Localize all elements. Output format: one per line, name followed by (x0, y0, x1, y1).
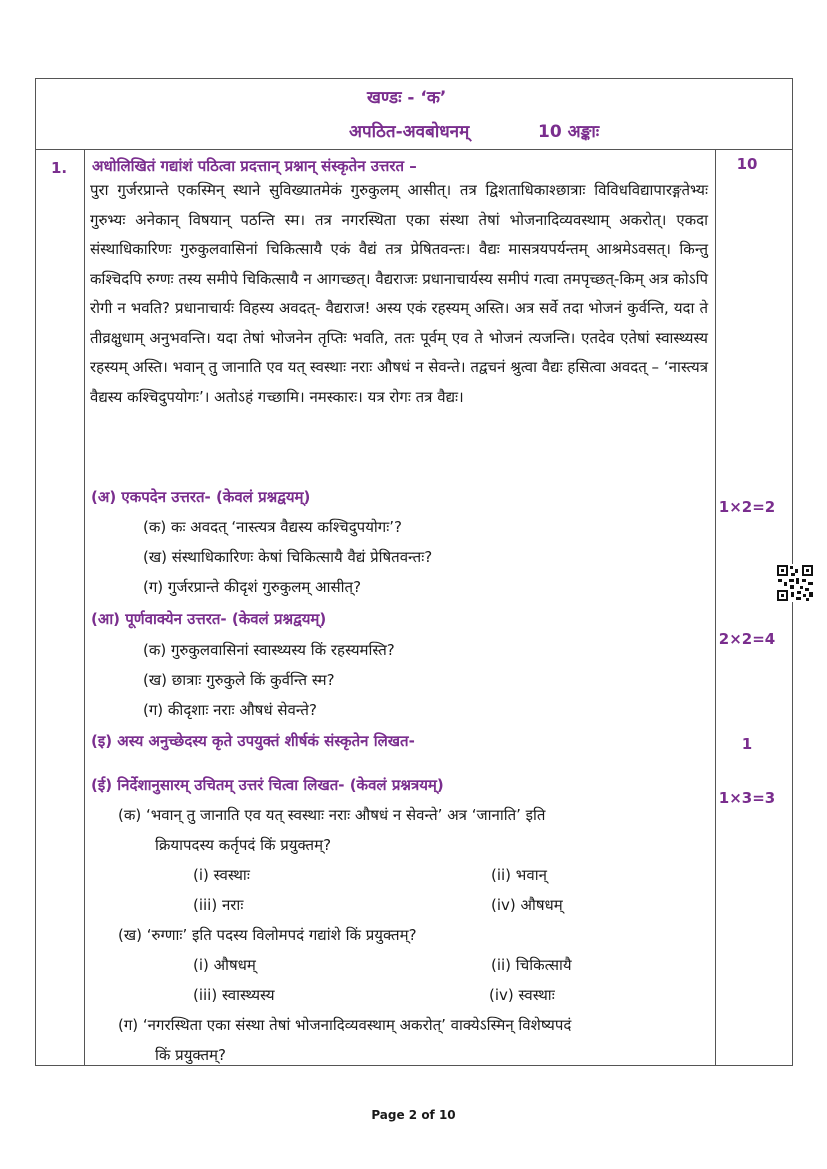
qr-code-icon (776, 564, 814, 602)
marks-column-divider (715, 149, 716, 1065)
part-aa-item: (ख) छात्राः गुरुकुले किं कुर्वन्ति स्म? (143, 671, 335, 689)
section-title: खण्डः - ‘क’ (367, 88, 447, 108)
option: (iii) नराः (193, 896, 244, 914)
part-a-item: (ग) गुर्जरप्रान्ते कीदृशं गुरुकुलम् आसीत्? (143, 578, 362, 596)
question-total-marks: 10 (736, 155, 758, 173)
part-ii-q1-line2: क्रियापदस्य कर्तृपदं किं प्रयुक्तम्? (155, 836, 332, 854)
number-column-divider (84, 149, 85, 1065)
option: (iv) स्वस्थाः (489, 986, 555, 1004)
part-a-marks: 1×2=2 (718, 498, 776, 516)
part-i-heading: (इ) अस्य अनुच्छेदस्य कृते उपयुक्तं शीर्षकं संस्कृतेन लिखत- (91, 732, 415, 750)
part-aa-item: (ग) कीदृशाः नराः औषधं सेवन्ते? (143, 701, 317, 719)
part-aa-item: (क) गुरुकुलवासिनां स्वास्थ्यस्य किं रहस्यमस्ति? (143, 641, 395, 659)
option: (i) औषधम् (193, 956, 256, 974)
option: (iii) स्वास्थ्यस्य (193, 986, 275, 1004)
part-ii-heading: (ई) निर्देशानुसारम् उचितम् उत्तरं चित्वा लिखत- (केवलं प्रश्नत्रयम्) (91, 776, 444, 794)
part-ii-q1-line1: (क) ‘भवान् तु जानाति एव यत् स्वस्थाः नराः औषधं न सेवन्ते’ अत्र ‘जानाति’ इति (118, 806, 546, 824)
question-instruction: अधोलिखितं गद्यांशं पठित्वा प्रदत्तान् प्रश्नान् संस्कृतेन उत्तरत – (92, 157, 417, 175)
option: (ii) भवान् (491, 866, 547, 884)
part-aa-heading: (आ) पूर्णवाक्येन उत्तरत- (केवलं प्रश्नद्वयम्) (91, 610, 327, 628)
table-divider (36, 149, 792, 150)
passage-text: पुरा गुर्जरप्रान्ते एकस्मिन् स्थाने सुविख्यातमेकं गुरुकुलम् आसीत्। तत्र द्विशताधिकाश्छात्राः विविधविद्यापारङ्गतेभ्यः गुरुभ्यः अनेकान् विषयान् पठन्ति स्म। तत्र नगरस्थिता एका संस्था तेषां भोजनादिव्यवस्थाम् अकरोत्। एकदा संस्थाधिकारिणः गुरुकुलवासिनां चिकित्सायै एकं वैद्यं तत्र प्रेषितवन्तः। वैद्यः मासत्रयपर्यन्तम् आश्रमेऽवसत्। किन्तु कश्चिदपि रुग्णः तस्य समीपे चिकित्सायै न आगच्छत्। वैद्यराजः प्रधानाचार्यस्य समीपं गत्वा तमपृच्छत्-किम् अत्र कोऽपि रोगी न भवति? प्रधानाचार्यः विहस्य अवदत्- वैद्यराज! अस्य एकं रहस्यम् अस्ति। अत्र सर्वे तदा भोजनं कुर्वन्ति, यदा ते तीव्रक्षुधाम् अनुभवन्ति। यदा तेषां भोजनेन तृप्तिः भवति, ततः पूर्वम् एव ते भोजनं त्यजन्ति। एतदेव एतेषां स्वास्थ्यस्य रहस्यम् अस्ति। भवान् तु जानाति एव यत् स्वस्थाः नराः औषधं न सेवन्ते। तद्वचनं श्रुत्वा वैद्यः हसित्वा अवदत् – ‘नास्त्यत्र वैद्यस्य कश्चिदुपयोगः’। अतोऽहं गच्छामि। नमस्कारः। यत्र रोगः तत्र वैद्यः। (90, 181, 708, 406)
part-ii-marks: 1×3=3 (718, 789, 776, 807)
option: (ii) चिकित्सायै (491, 956, 572, 974)
part-a-item: (क) कः अवदत् ‘नास्त्यत्र वैद्यस्य कश्चिदुपयोगः’? (143, 518, 402, 536)
section-subtitle: अपठित-अवबोधनम् (349, 122, 470, 142)
section-marks: 10 अङ्काः (538, 122, 600, 142)
part-a-heading: (अ) एकपदेन उत्तरत- (केवलं प्रश्नद्वयम्) (91, 488, 311, 506)
part-ii-q3-line2: किं प्रयुक्तम्? (155, 1046, 226, 1064)
part-i-marks: 1 (741, 735, 753, 753)
option: (i) स्वस्थाः (193, 866, 250, 884)
passage (90, 176, 708, 412)
part-ii-q3-line1: (ग) ‘नगरस्थिता एका संस्था तेषां भोजनादिव्यवस्थाम् अकरोत्’ वाक्येऽस्मिन् विशेष्यपदं (118, 1016, 572, 1034)
part-a-item: (ख) संस्थाधिकारिणः केषां चिकित्सायै वैद्यं प्रेषितवन्तः? (143, 548, 433, 566)
option: (iv) औषधम् (491, 896, 563, 914)
page-number: Page 2 of 10 (371, 1108, 456, 1122)
question-number: 1. (51, 159, 68, 177)
part-aa-marks: 2×2=4 (718, 630, 776, 648)
part-ii-q2-line1: (ख) ‘रुग्णाः’ इति पदस्य विलोमपदं गद्यांशे किं प्रयुक्तम्? (118, 926, 417, 944)
